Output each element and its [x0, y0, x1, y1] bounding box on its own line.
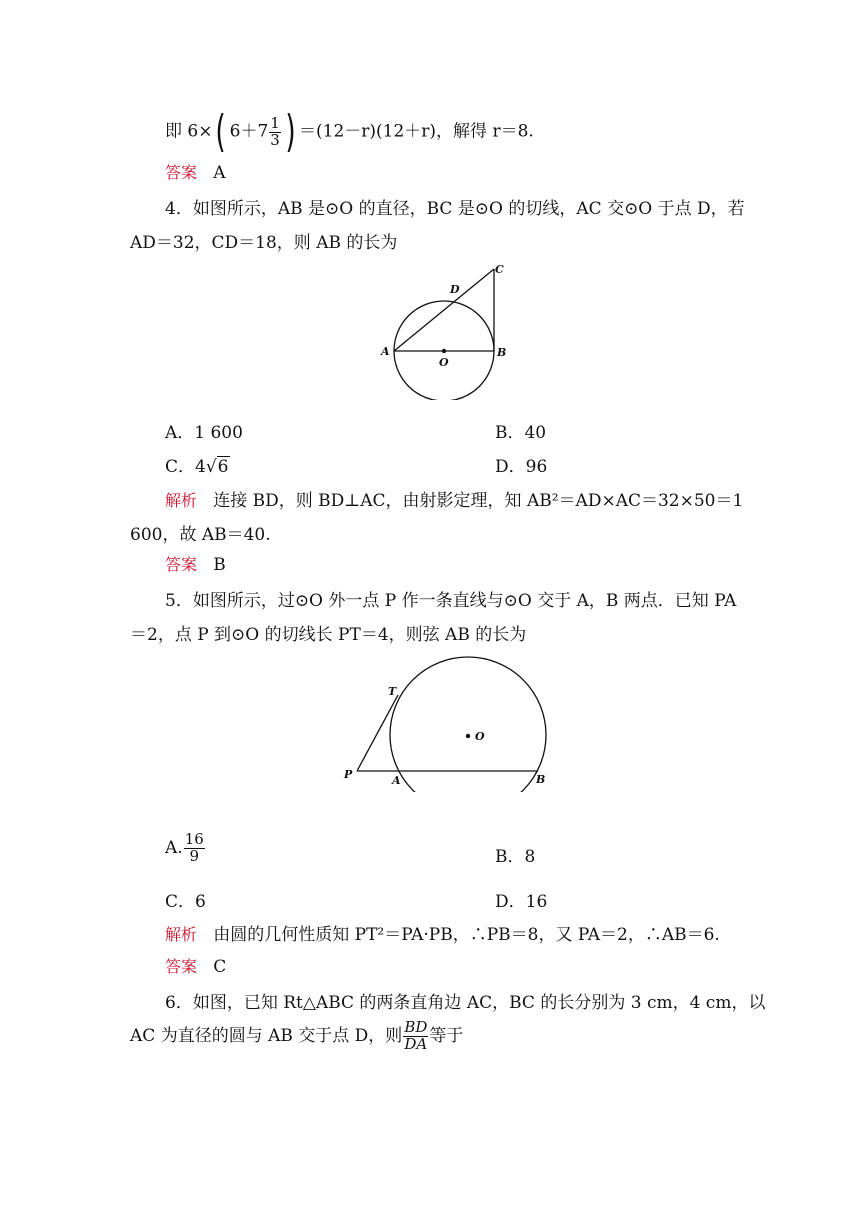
q4-stem-1: 4．如图所示，AB 是⊙O 的直径，BC 是⊙O 的切线，AC 交⊙O 于点 D，若	[165, 199, 745, 219]
answer-3: 答案 A	[165, 163, 226, 183]
q6-stem-1: 6．如图，已知 Rt△ABC 的两条直角边 AC，BC 的长分别为 3 cm，4 cm，以	[165, 993, 766, 1013]
answer-label: 答案	[165, 957, 198, 976]
left-paren: (	[215, 106, 227, 157]
q4-line-ac	[394, 269, 494, 351]
answer-label: 答案	[165, 555, 198, 574]
q5-circle	[390, 657, 546, 792]
answer-5: 答案 C	[165, 957, 227, 977]
q6-stem-2: AC 为直径的圆与 AB 交于点 D，则 $\frac{BD}{DA}$ 等于	[130, 1018, 464, 1053]
q4-option-c: C．4√6	[165, 457, 229, 477]
q5-center-point	[466, 734, 470, 738]
q5-diagram	[340, 652, 555, 792]
q5-stem-1: 5．如图所示，过⊙O 外一点 P 作一条直线与⊙O 交于 A，B 两点．已知 PA	[165, 591, 737, 611]
q5-stem-2: ＝2，点 P 到⊙O 的切线长 PT＝4，则弦 AB 的长为	[130, 625, 527, 645]
q5-option-c: C．6	[165, 892, 206, 912]
fraction-bd-da: $\frac{BD}{DA}$	[404, 1018, 428, 1053]
analysis-label: 解析	[165, 491, 198, 510]
equation-line: 即 6×( 6＋7 $\frac{1}{3}$ ) ＝(12－r)(12＋r)，解得 r＝8.	[165, 106, 534, 157]
q5-label-b: B	[536, 773, 546, 786]
fraction-16-9: $\frac{16}{9}$	[184, 830, 204, 865]
q4-label-c: C	[495, 263, 504, 276]
sqrt-symbol: √6	[205, 457, 229, 477]
answer-4: 答案 B	[165, 555, 226, 575]
q5-option-d: D．16	[495, 892, 548, 912]
q4-option-a: A．1 600	[165, 423, 243, 443]
q4-label-a: A	[381, 345, 390, 358]
q4-option-d: D．96	[495, 457, 548, 477]
q5-analysis: 解析 由圆的几何性质知 PT²＝PA·PB，∴PB＝8，又 PA＝2，∴AB＝6.	[165, 925, 720, 945]
q4-diagram	[375, 260, 525, 400]
q4-label-o: O	[439, 356, 449, 369]
q4-stem-2: AD＝32，CD＝18，则 AB 的长为	[130, 233, 398, 253]
analysis-label: 解析	[165, 925, 198, 944]
q5-option-a: A. $\frac{16}{9}$	[165, 830, 204, 865]
q5-tangent-pt	[357, 695, 398, 771]
fraction-one-third: $\frac{1}{3}$	[270, 113, 280, 149]
q4-label-d: D	[450, 283, 460, 296]
q5-label-a: A	[392, 774, 401, 787]
q4-analysis-1: 解析 连接 BD，则 BD⊥AC，由射影定理，知 AB²＝AD×AC＝32×50＝1	[165, 491, 744, 511]
q5-label-o: O	[475, 730, 485, 743]
answer-label: 答案	[165, 163, 198, 182]
right-paren: )	[285, 106, 296, 157]
q4-analysis-2: 600，故 AB＝40.	[130, 525, 271, 545]
q4-option-b: B．40	[495, 423, 547, 443]
q5-label-t: T	[388, 685, 397, 698]
q5-option-b: B．8	[495, 847, 536, 867]
q4-center-point	[442, 349, 446, 353]
q5-label-p: P	[344, 768, 353, 781]
q4-label-b: B	[497, 346, 507, 359]
